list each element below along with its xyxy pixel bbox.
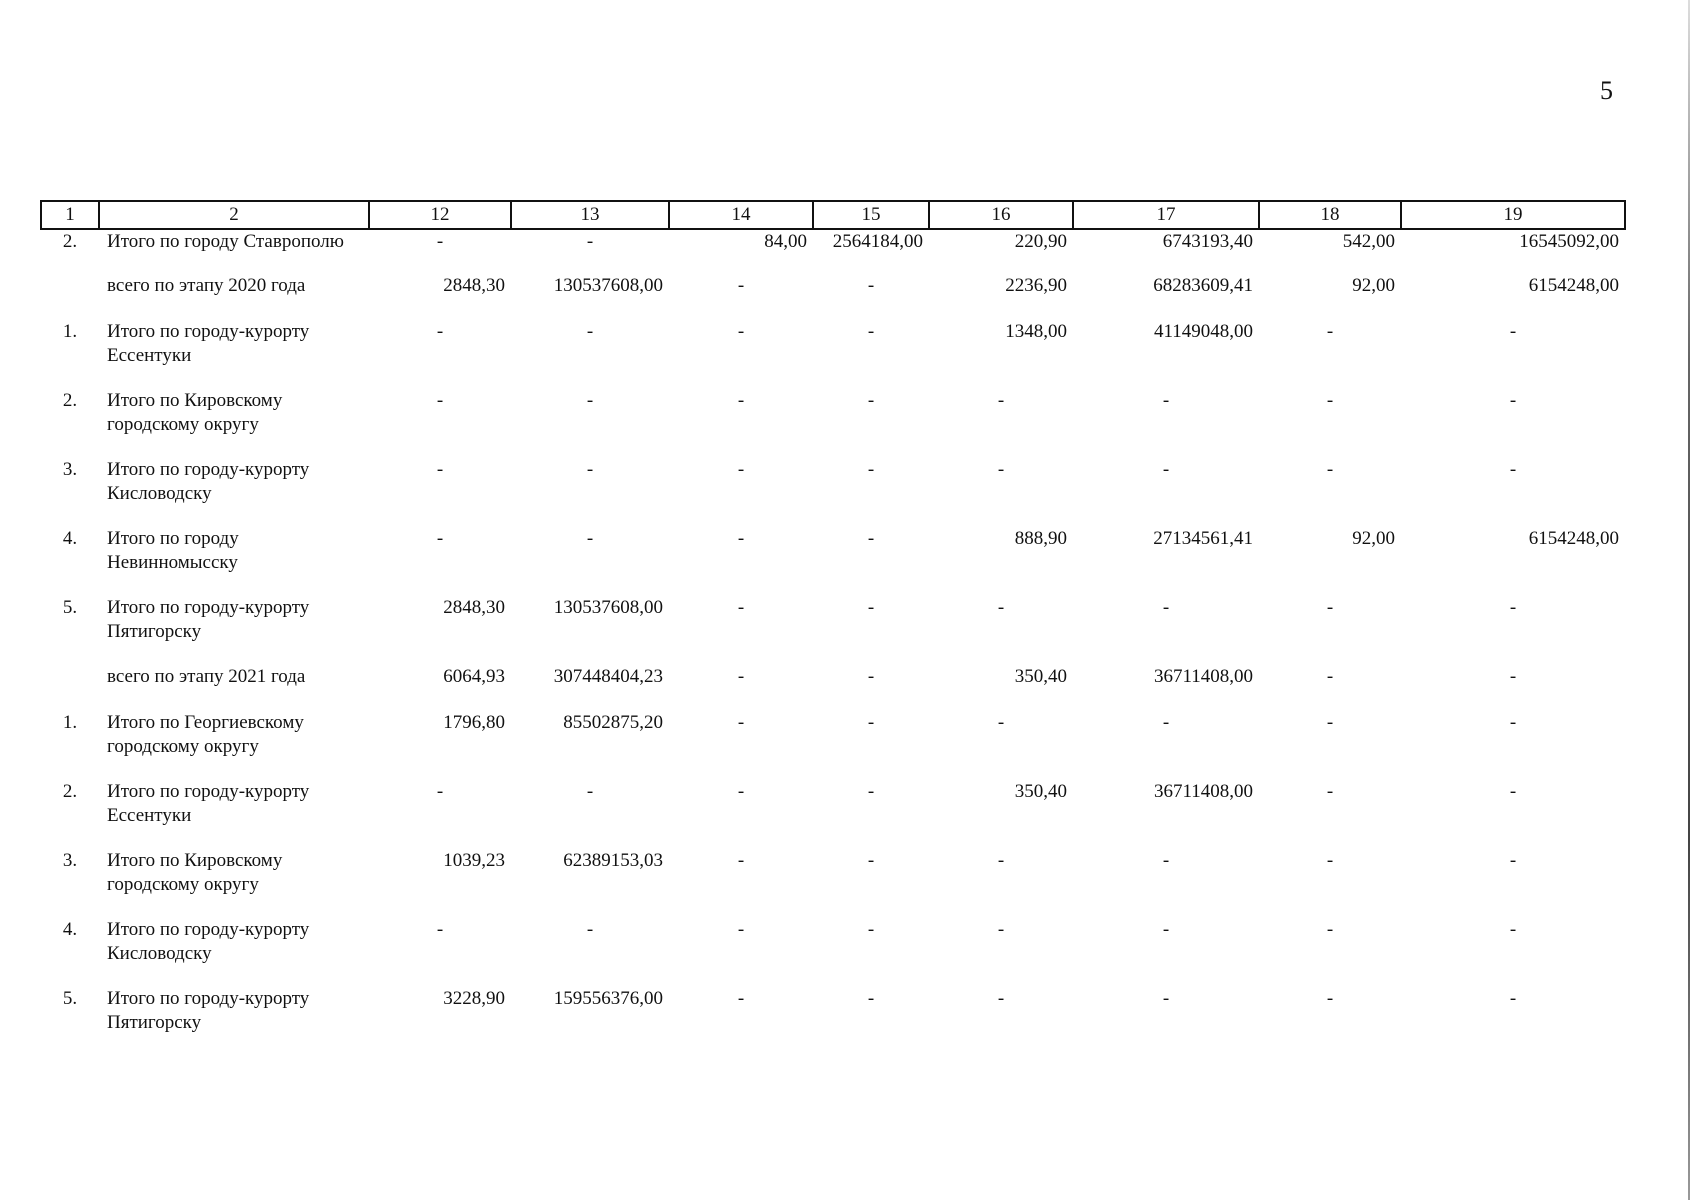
value-cell: - [737, 988, 745, 1009]
table-body [41, 229, 1625, 1056]
value-cell: - [1509, 919, 1517, 940]
value-cell: 6154248,00 [1528, 275, 1619, 296]
value-cell: - [1509, 666, 1517, 687]
value-cell: - [586, 231, 594, 252]
row-name-cell: Итого по городу Ставрополю [107, 231, 344, 252]
value-cell: - [436, 321, 444, 342]
value-cell: - [1162, 597, 1170, 618]
value-cell: - [997, 919, 1005, 940]
value-cell: - [737, 850, 745, 871]
value-cell: - [1326, 781, 1334, 802]
value-cell: - [586, 390, 594, 411]
value-cell: - [436, 528, 444, 549]
value-cell: 36711408,00 [1153, 781, 1253, 802]
value-cell: - [586, 781, 594, 802]
table-row [41, 596, 1625, 665]
value-cell: 888,90 [1014, 528, 1067, 549]
value-cell: 6743193,40 [1162, 231, 1253, 252]
header-row [41, 201, 1625, 229]
value-cell: - [997, 850, 1005, 871]
value-cell: - [867, 275, 875, 296]
value-cell: - [1509, 459, 1517, 480]
value-cell: 350,40 [1014, 666, 1067, 687]
value-cell: - [1509, 850, 1517, 871]
value-cell: - [1162, 850, 1170, 871]
value-cell: - [737, 528, 745, 549]
value-cell: 2848,30 [443, 275, 505, 296]
page-number: 5 [1600, 76, 1613, 105]
table-row [41, 780, 1625, 849]
value-cell: 6064,93 [443, 666, 505, 687]
value-cell: - [867, 850, 875, 871]
row-number-cell: 4. [62, 528, 78, 549]
value-cell: - [436, 781, 444, 802]
value-cell: - [737, 781, 745, 802]
value-cell: - [997, 459, 1005, 480]
value-cell: 220,90 [1014, 231, 1067, 252]
value-cell: 3228,90 [443, 988, 505, 1009]
header-cell: 18 [1259, 201, 1401, 229]
value-cell: - [737, 390, 745, 411]
scan-edge [1688, 0, 1690, 1200]
header-cell: 1 [41, 201, 99, 229]
value-cell: 2236,90 [1005, 275, 1067, 296]
table-row [41, 665, 1625, 711]
value-cell: - [1162, 919, 1170, 940]
row-name-cell: Итого по Кировскому городскому округу [107, 850, 283, 895]
table-row [41, 987, 1625, 1056]
value-cell: - [1326, 459, 1334, 480]
row-number-cell: 1. [62, 321, 78, 342]
row-name-cell: Итого по городу-курорту Кисловодску [107, 919, 310, 964]
table-row [41, 389, 1625, 458]
value-cell: 1039,23 [443, 850, 505, 871]
header-cell: 17 [1073, 201, 1259, 229]
header-cell: 12 [369, 201, 511, 229]
row-number-cell: 3. [62, 459, 78, 480]
value-cell: 130537608,00 [553, 597, 663, 618]
value-cell: - [436, 919, 444, 940]
value-cell: 68283609,41 [1153, 275, 1253, 296]
value-cell: - [1326, 919, 1334, 940]
value-cell: - [867, 666, 875, 687]
row-number-cell: 2. [62, 231, 78, 252]
value-cell: - [997, 390, 1005, 411]
value-cell: - [737, 712, 745, 733]
value-cell: - [737, 321, 745, 342]
header-cell: 15 [813, 201, 929, 229]
value-cell: 307448404,23 [553, 666, 663, 687]
row-number-cell: 5. [62, 988, 78, 1009]
row-number-cell: 2. [62, 781, 78, 802]
table-row [41, 527, 1625, 596]
value-cell: 159556376,00 [553, 988, 663, 1009]
header-cell: 16 [929, 201, 1073, 229]
value-cell: - [586, 459, 594, 480]
value-cell: - [737, 919, 745, 940]
value-cell: 36711408,00 [1153, 666, 1253, 687]
row-number-cell: 5. [62, 597, 78, 618]
value-cell: - [737, 275, 745, 296]
row-name-cell: Итого по городу-курорту Ессентуки [107, 321, 310, 366]
row-number-cell: 1. [62, 712, 78, 733]
value-cell: 542,00 [1342, 231, 1395, 252]
value-cell: - [737, 597, 745, 618]
table-row [41, 274, 1625, 320]
value-cell: - [1509, 390, 1517, 411]
value-cell: - [1162, 712, 1170, 733]
header-cell: 19 [1401, 201, 1625, 229]
table-row [41, 849, 1625, 918]
row-name-cell: Итого по городу-курорту Пятигорску [107, 597, 310, 642]
table-row [41, 458, 1625, 527]
value-cell: 92,00 [1352, 275, 1395, 296]
row-name-cell: Итого по Кировскому городскому округу [107, 390, 283, 435]
value-cell: - [1509, 321, 1517, 342]
value-cell: - [1162, 390, 1170, 411]
value-cell: - [737, 666, 745, 687]
value-cell: - [1326, 712, 1334, 733]
value-cell: - [1326, 597, 1334, 618]
value-cell: - [1162, 988, 1170, 1009]
row-name-cell: Итого по городу-курорту Пятигорску [107, 988, 310, 1033]
value-cell: 350,40 [1014, 781, 1067, 802]
value-cell: - [867, 321, 875, 342]
value-cell: - [586, 919, 594, 940]
value-cell: - [867, 781, 875, 802]
header-cell: 14 [669, 201, 813, 229]
value-cell: 92,00 [1352, 528, 1395, 549]
value-cell: 27134561,41 [1153, 528, 1253, 549]
value-cell: - [737, 459, 745, 480]
value-cell: 2848,30 [443, 597, 505, 618]
value-cell: - [1326, 988, 1334, 1009]
value-cell: - [1326, 321, 1334, 342]
row-name-cell: Итого по городу-курорту Ессентуки [107, 781, 310, 826]
value-cell: - [586, 321, 594, 342]
value-cell: - [1326, 666, 1334, 687]
row-name-cell: Итого по Георгиевскому городскому округу [107, 712, 304, 757]
value-cell: 16545092,00 [1519, 231, 1619, 252]
row-name-cell: Итого по городу-курорту Кисловодску [107, 459, 310, 504]
value-cell: - [867, 712, 875, 733]
row-number-cell: 3. [62, 850, 78, 871]
row-number-cell [41, 274, 99, 320]
value-cell: 6154248,00 [1528, 528, 1619, 549]
row-number-cell [41, 665, 99, 711]
value-cell: - [436, 390, 444, 411]
value-cell: - [997, 988, 1005, 1009]
table-row [41, 711, 1625, 780]
value-cell: - [1326, 850, 1334, 871]
table-row [41, 918, 1625, 987]
value-cell: - [867, 459, 875, 480]
value-cell: - [586, 528, 594, 549]
value-cell: 1348,00 [1005, 321, 1067, 342]
value-cell: 2564184,00 [832, 231, 923, 252]
value-cell: - [867, 919, 875, 940]
value-cell: - [1509, 781, 1517, 802]
row-name-cell: всего по этапу 2020 года [107, 275, 306, 296]
value-cell: - [436, 459, 444, 480]
value-cell: 84,00 [764, 231, 807, 252]
data-table [40, 200, 1626, 1056]
table-row [41, 320, 1625, 389]
row-name-cell: Итого по городу Невинномысску [107, 528, 239, 573]
value-cell: - [867, 597, 875, 618]
header-cell: 2 [99, 201, 369, 229]
row-name-cell: всего по этапу 2021 года [107, 666, 306, 687]
value-cell: - [997, 597, 1005, 618]
value-cell: 1796,80 [443, 712, 505, 733]
value-cell: 130537608,00 [553, 275, 663, 296]
value-cell: - [997, 712, 1005, 733]
value-cell: - [436, 231, 444, 252]
header-cell: 13 [511, 201, 669, 229]
value-cell: 85502875,20 [563, 712, 663, 733]
value-cell: 41149048,00 [1153, 321, 1253, 342]
value-cell: 62389153,03 [563, 850, 663, 871]
value-cell: - [867, 988, 875, 1009]
value-cell: - [1162, 459, 1170, 480]
value-cell: - [1509, 712, 1517, 733]
value-cell: - [1326, 390, 1334, 411]
table-row [41, 229, 1625, 274]
value-cell: - [1509, 597, 1517, 618]
value-cell: - [1509, 988, 1517, 1009]
value-cell: - [867, 528, 875, 549]
row-number-cell: 2. [62, 390, 78, 411]
value-cell: - [867, 390, 875, 411]
row-number-cell: 4. [62, 919, 78, 940]
